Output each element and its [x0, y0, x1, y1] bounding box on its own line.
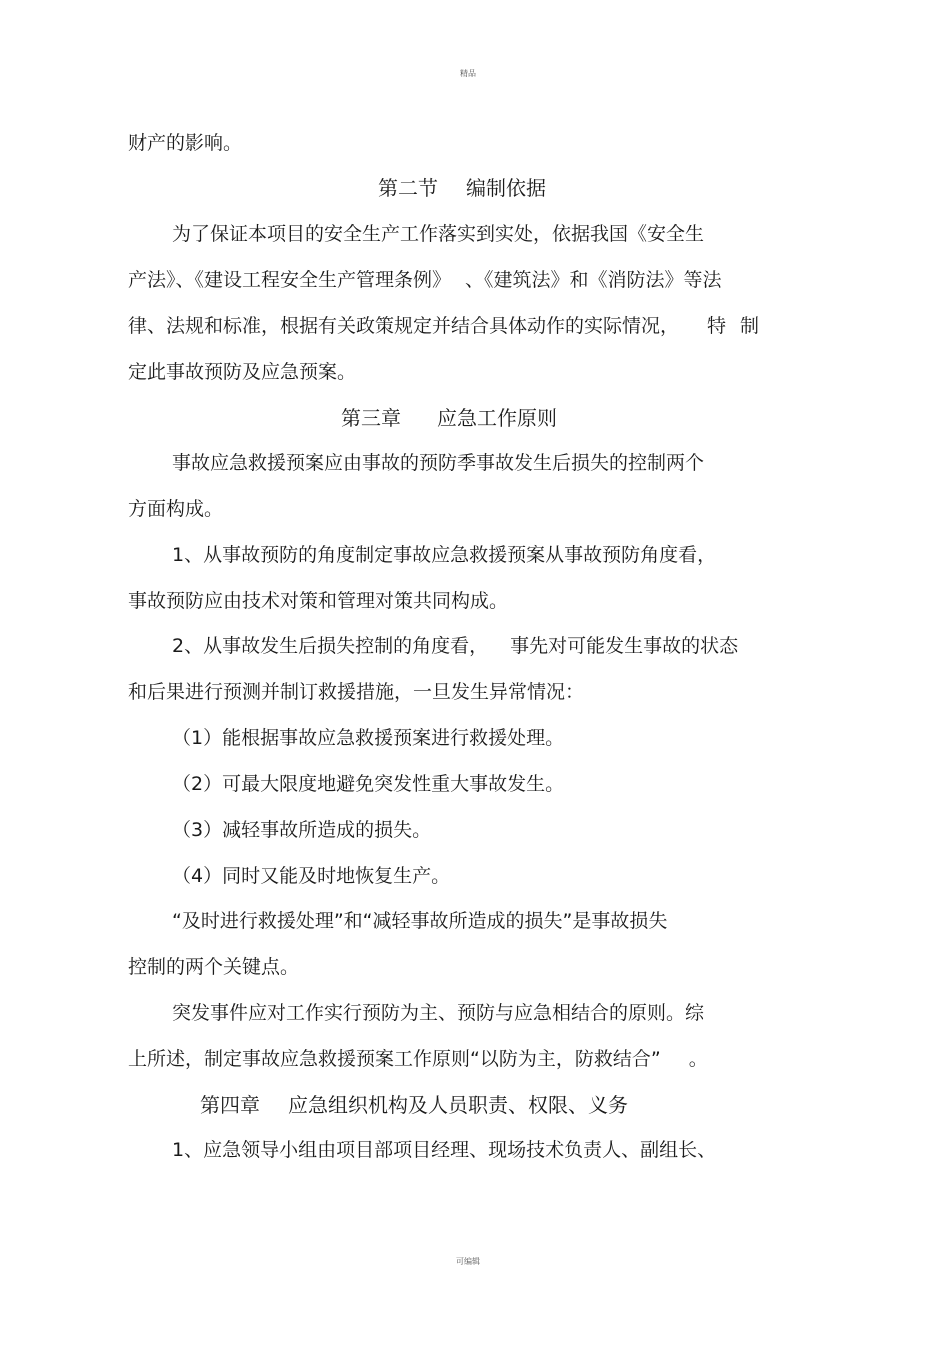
paragraph-line: 事故应急救援预案应由事故的预防季事故发生后损失的控制两个 [172, 452, 705, 474]
chapter-number: 第三章 [341, 406, 401, 430]
list-item: （1）能根据事故应急救援预案进行救援处理。 [172, 727, 565, 749]
text-span: 事先对可能发生事故的状态 [510, 635, 739, 657]
section-number: 第二节 [378, 176, 438, 200]
text-span: 特 [707, 315, 727, 337]
paragraph-line [128, 314, 759, 338]
paragraph-line: 方面构成。 [128, 498, 224, 520]
list-item: （3）减轻事故所造成的损失。 [172, 819, 432, 841]
paragraph-line: “及时进行救援处理”和“减轻事故所造成的损失”是事故损失 [172, 910, 668, 932]
header-mark: 精品 [460, 69, 476, 78]
footer-mark: 可编辑 [456, 1257, 480, 1266]
chapter-title: 应急组织机构及人员职责、权限、义务 [288, 1093, 628, 1117]
text-span: 律、法规和标准，根据有关政策规定并结合具体动作的实际情况， [128, 315, 680, 337]
paragraph-line: 事故预防应由技术对策和管理对策共同构成。 [128, 590, 509, 612]
paragraph-line [128, 1047, 708, 1071]
paragraph-line: 突发事件应对工作实行预防为主、预防与应急相结合的原则。综 [172, 1002, 705, 1024]
paragraph-line: 控制的两个关键点。 [128, 956, 300, 978]
paragraph-line: 1、从事故预防的角度制定事故应急救援预案从事故预防角度看， [172, 544, 717, 566]
paragraph-line [128, 268, 722, 292]
paragraph-line: 财产的影响。 [128, 132, 243, 154]
text-span: 产法》、《建设工程安全生产管理条例》 [128, 269, 452, 291]
text-span: 、《建筑法》和《消防法》等法 [465, 269, 722, 291]
chapter-number: 第四章 [200, 1093, 260, 1117]
paragraph-line [172, 634, 738, 658]
text-span: 上所述，制定事故应急救援预案工作原则“以防为主，防救结合” [128, 1048, 661, 1070]
chapter-title: 应急工作原则 [437, 406, 557, 430]
text-span: 。 [688, 1048, 708, 1070]
paragraph-line: 定此事故预防及应急预案。 [128, 361, 357, 383]
text-span: 制 [740, 315, 760, 337]
chapter-heading [200, 1092, 628, 1118]
section-title: 编制依据 [466, 176, 546, 200]
section-heading [378, 175, 546, 201]
chapter-heading [341, 405, 557, 431]
list-item: （4）同时又能及时地恢复生产。 [172, 865, 451, 887]
paragraph-line: 为了保证本项目的安全生产工作落实到实处，依据我国《安全生 [172, 223, 705, 245]
paragraph-line: 和后果进行预测并制订救援措施，一旦发生异常情况： [128, 681, 585, 703]
list-item: （2）可最大限度地避免突发性重大事故发生。 [172, 773, 565, 795]
paragraph-line: 1、应急领导小组由项目部项目经理、现场技术负责人、副组长、 [172, 1139, 717, 1161]
text-span: 2、从事故发生后损失控制的角度看， [172, 635, 489, 657]
